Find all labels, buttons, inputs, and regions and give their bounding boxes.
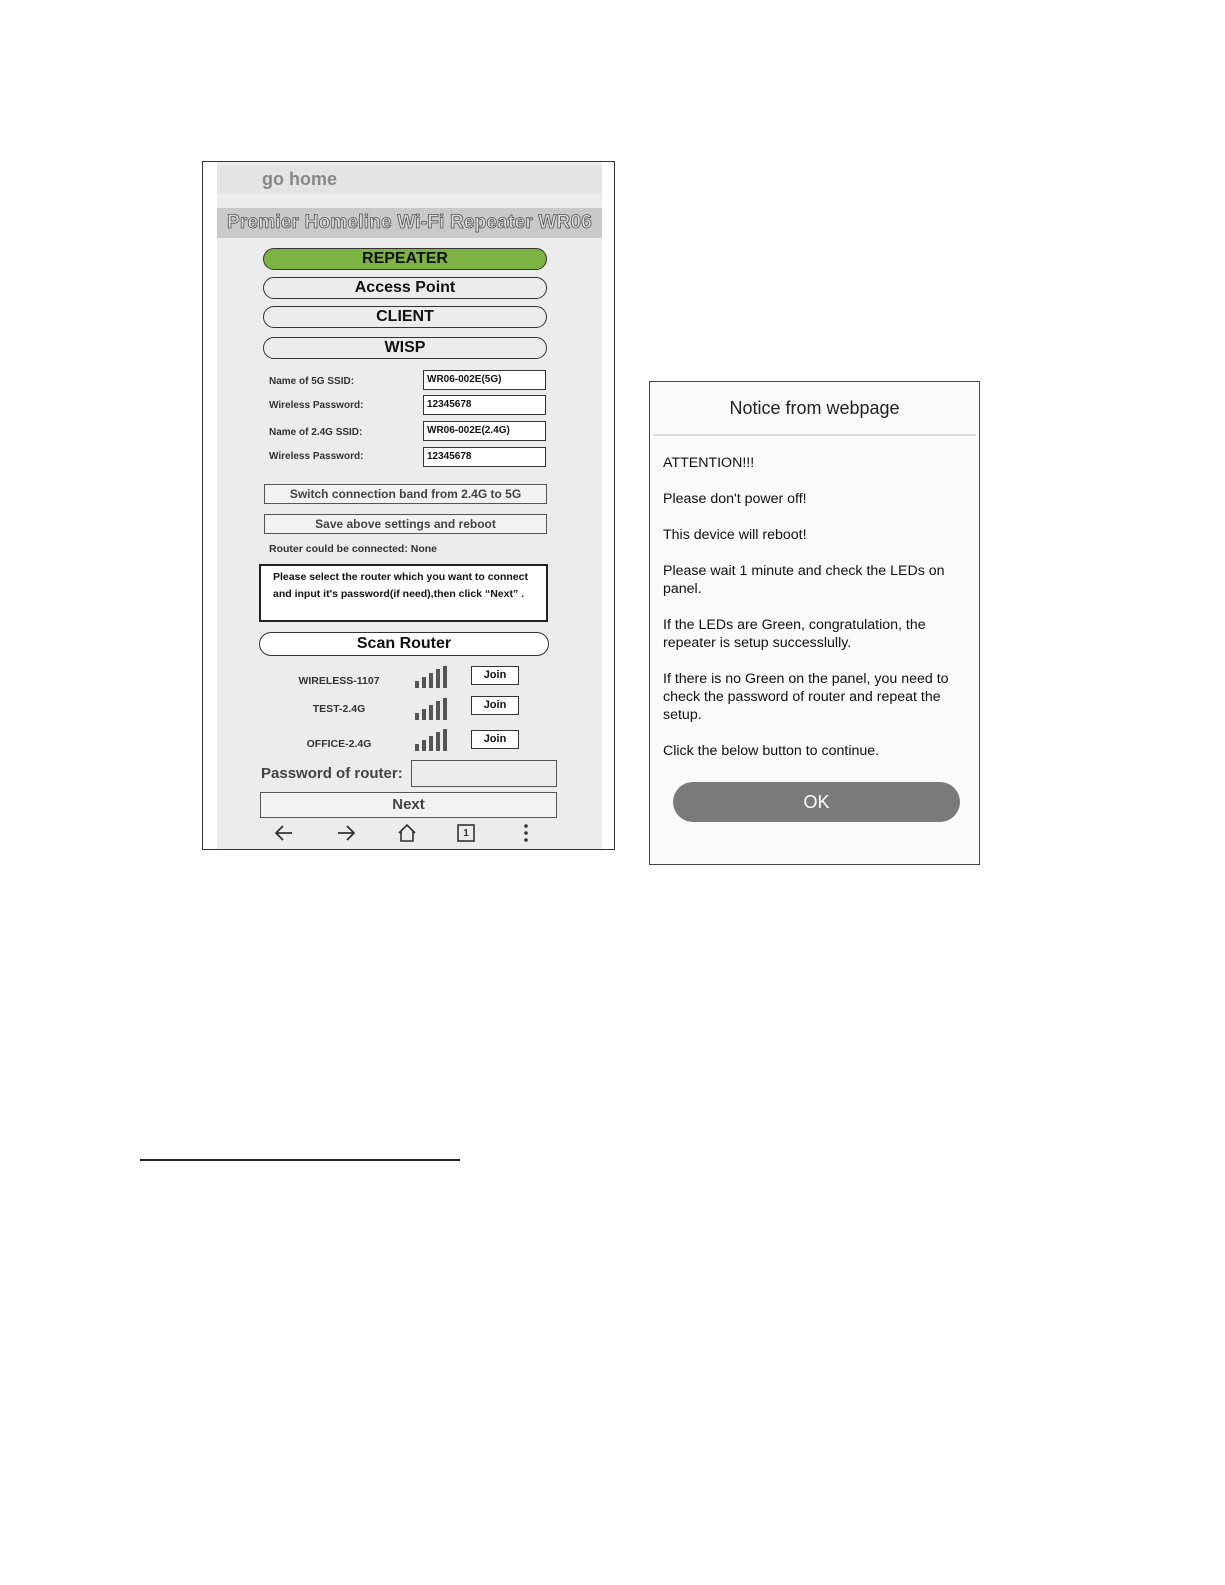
tab-count: 1 <box>463 828 469 839</box>
dialog-paragraph: ATTENTION!!! <box>663 455 755 471</box>
dialog-paragraph: If the LEDs are Green, congratulation, the repeater is setup successlully. <box>663 617 926 651</box>
arrow-left-icon[interactable] <box>272 822 296 846</box>
password-5g-label: Wireless Password: <box>269 400 364 411</box>
dialog-message <box>663 454 973 778</box>
go-home-link[interactable]: go home <box>262 169 337 189</box>
join-button[interactable]: Join <box>471 666 519 685</box>
ssid-24g-label: Name of 2.4G SSID: <box>269 427 363 438</box>
more-vert-icon[interactable] <box>514 822 538 846</box>
mode-button-repeater[interactable]: REPEATER <box>263 248 547 270</box>
network-name: TEST-2.4G <box>312 703 366 715</box>
dialog-title: Notice from webpage <box>729 398 900 418</box>
password-24g-label: Wireless Password: <box>269 451 364 462</box>
network-name: WIRELESS-1107 <box>298 675 380 687</box>
notice-dialog <box>649 381 980 865</box>
router-status-text: Router could be connected: None <box>269 543 438 555</box>
signal-bars-icon <box>415 729 451 751</box>
mode-button-wisp[interactable]: WISP <box>263 337 547 359</box>
repeater-web-ui <box>217 162 602 849</box>
mode-button-client[interactable]: CLIENT <box>263 306 547 328</box>
dialog-divider <box>653 434 976 436</box>
dialog-paragraph: Please wait 1 minute and check the LEDs on panel. <box>663 563 945 597</box>
switch-band-button[interactable]: Switch connection band from 2.4G to 5G <box>264 484 547 504</box>
arrow-right-icon[interactable] <box>334 822 358 846</box>
phone-screenshot <box>202 161 615 850</box>
network-name: OFFICE-2.4G <box>306 738 372 750</box>
dialog-paragraph: If there is no Green on the panel, you need to check the password of router and repeat the setup. <box>663 671 949 723</box>
dialog-paragraph: Please don't power off! <box>663 491 807 507</box>
home-icon[interactable] <box>395 822 419 846</box>
signal-bars-icon <box>415 666 451 688</box>
page-title: Premier Homeline Wi-Fi Repeater WR06 <box>217 208 602 238</box>
dialog-paragraph: This device will reboot! <box>663 527 807 543</box>
ok-button[interactable]: OK <box>673 782 960 822</box>
password-24g-input[interactable]: 12345678 <box>423 447 546 467</box>
footnote-separator <box>140 1159 460 1161</box>
instruction-box: Please select the router which you want to connect and input it's password(if need),then click “Next” . <box>259 564 548 622</box>
save-reboot-button[interactable]: Save above settings and reboot <box>264 514 547 534</box>
scan-router-button[interactable]: Scan Router <box>259 632 549 656</box>
password-5g-input[interactable]: 12345678 <box>423 395 546 415</box>
ssid-5g-label: Name of 5G SSID: <box>269 376 355 387</box>
join-button[interactable]: Join <box>471 730 519 749</box>
ssid-24g-input[interactable]: WR06-002E(2.4G) <box>423 421 546 441</box>
ssid-5g-input[interactable]: WR06-002E(5G) <box>423 370 546 390</box>
tabs-icon[interactable] <box>454 822 478 846</box>
signal-bars-icon <box>415 698 451 720</box>
next-button[interactable]: Next <box>260 792 557 818</box>
go-home-bar[interactable] <box>217 166 602 194</box>
mode-button-access-point[interactable]: Access Point <box>263 277 547 299</box>
join-button[interactable]: Join <box>471 696 519 715</box>
router-password-input[interactable] <box>411 760 557 787</box>
router-password-label: Password of router: <box>261 765 403 782</box>
dialog-paragraph: Click the below button to continue. <box>663 743 880 759</box>
